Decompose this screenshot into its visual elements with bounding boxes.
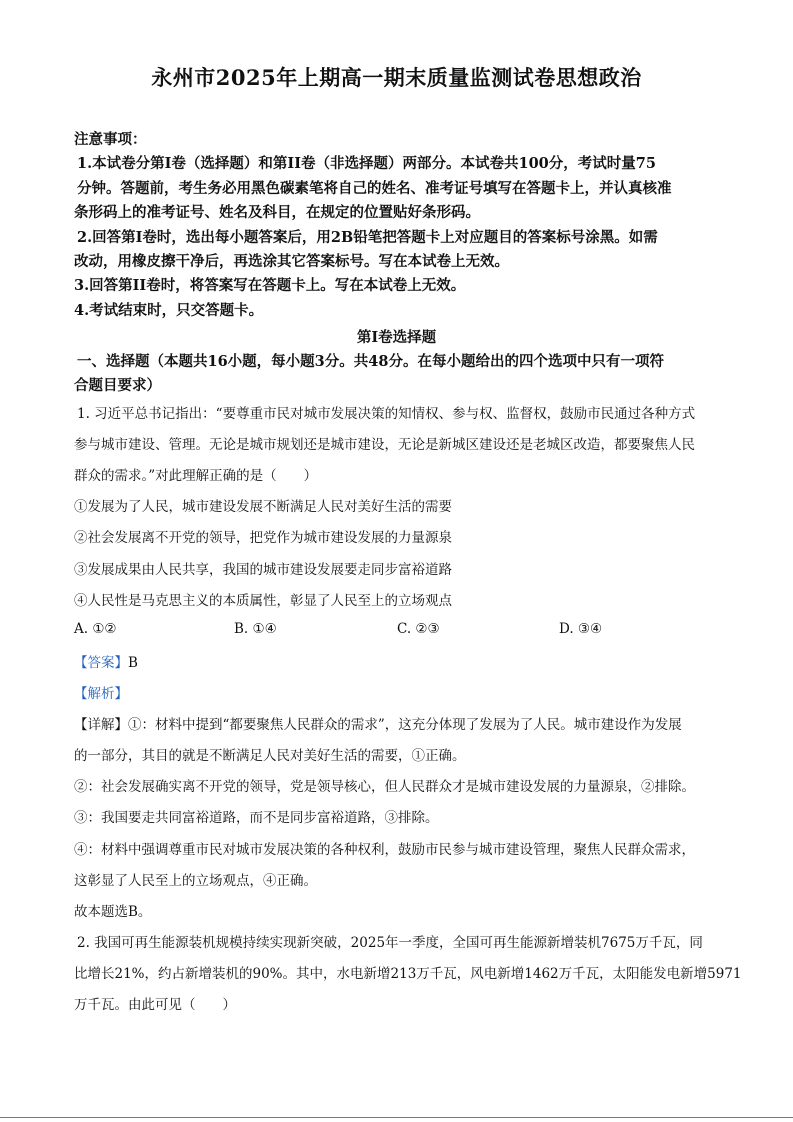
section-intro-line: 一、选择题（本题共16小题，每小题3分。共48分。在每小题给出的四个选项中只有一项符 bbox=[77, 353, 664, 370]
q1-analysis bbox=[74, 684, 724, 704]
q1-detail-line: 故本题选B。 bbox=[74, 904, 152, 920]
q1-statement: ④人民性是马克思主义的本质属性，彰显了人民至上的立场观点 bbox=[74, 593, 452, 609]
notice-line: 3.回答第II卷时，将答案写在答题卡上。写在本试卷上无效。 bbox=[74, 277, 466, 294]
q1-detail-line: ②：社会发展确实离不开党的领导，党是领导核心，但人民群众才是城市建设发展的力量源泉，②排除。 bbox=[74, 779, 695, 795]
notice-line: 1.本试卷分第I卷（选择题）和第II卷（非选择题）两部分。本试卷共100分，考试时量75 bbox=[77, 155, 656, 172]
notice-heading: 注意事项： bbox=[74, 131, 147, 148]
page-title: 永州市2025年上期高一期末质量监测试卷思想政治 bbox=[151, 65, 642, 90]
q1-detail-line: 这彰显了人民至上的立场观点，④正确。 bbox=[74, 873, 317, 889]
notice-line: 条形码上的准考证号、姓名及科目，在规定的位置贴好条形码。 bbox=[74, 204, 480, 221]
q1-stem-line: 1. 习近平总书记指出：“要尊重市民对城市发展决策的知情权、参与权、监督权，鼓励市民通过各种方式 bbox=[77, 406, 696, 422]
q1-option-d: D. ③④ bbox=[559, 621, 603, 637]
notice-line: 改动，用橡皮擦干净后，再选涂其它答案标号。写在本试卷上无效。 bbox=[74, 253, 509, 270]
q2-stem-line: 比增长21%，约占新增装机的90%。其中，水电新增213万千瓦，风电新增1462万千瓦，太阳能发电新增5971 bbox=[74, 966, 742, 982]
answer-value: B bbox=[128, 655, 138, 671]
q1-statement: ②社会发展离不开党的领导，把党作为城市建设发展的力量源泉 bbox=[74, 530, 452, 546]
q1-stem-line: 参与城市建设、管理。无论是城市规划还是城市建设，无论是新城区建设还是老城区改造，都要聚焦人民 bbox=[74, 437, 695, 453]
q1-option-c: C. ②③ bbox=[397, 621, 440, 637]
q1-option-a: A. ①② bbox=[74, 621, 117, 637]
analysis-tag: 【解析】 bbox=[74, 686, 128, 702]
q1-detail-line bbox=[74, 715, 724, 735]
q1-detail-line: ③：我国要走共同富裕道路，而不是同步富裕道路，③排除。 bbox=[74, 810, 439, 826]
section-intro-line: 合题目要求） bbox=[74, 377, 161, 394]
q1-answer bbox=[74, 653, 724, 673]
notice-line: 4.考试结束时，只交答题卡。 bbox=[74, 302, 264, 319]
detail-text: ①：材料中提到“都要聚焦人民群众的需求”，这充分体现了发展为了人民。城市建设作为发展 bbox=[128, 717, 682, 733]
section-title: 第I卷选择题 bbox=[356, 329, 437, 346]
q1-statement: ①发展为了人民，城市建设发展不断满足人民对美好生活的需要 bbox=[74, 499, 452, 515]
q2-stem-line: 万千瓦。由此可见（ ） bbox=[74, 997, 236, 1013]
q1-statement: ③发展成果由人民共享，我国的城市建设发展要走同步富裕道路 bbox=[74, 562, 452, 578]
q1-stem-line: 群众的需求。”对此理解正确的是（ ） bbox=[74, 468, 318, 484]
q1-detail-line: ④：材料中强调尊重市民对城市发展决策的各种权利，鼓励市民参与城市建设管理，聚焦人民群众需求， bbox=[74, 842, 695, 858]
detail-tag: 【详解】 bbox=[74, 717, 128, 733]
page-bottom-divider bbox=[0, 1117, 793, 1118]
q2-stem-line: 2. 我国可再生能源装机规模持续实现新突破，2025年一季度，全国可再生能源新增装机7675万千瓦，同 bbox=[77, 935, 703, 951]
q1-detail-line: 的一部分，其目的就是不断满足人民对美好生活的需要，①正确。 bbox=[74, 748, 466, 764]
answer-tag: 【答案】 bbox=[74, 655, 128, 671]
notice-line: 2.回答第I卷时，选出每小题答案后，用2B铅笔把答题卡上对应题目的答案标号涂黑。如需 bbox=[77, 229, 658, 246]
notice-line: 分钟。答题前，考生务必用黑色碳素笔将自己的姓名、准考证号填写在答题卡上，并认真核准 bbox=[77, 180, 672, 197]
q1-option-b: B. ①④ bbox=[234, 621, 277, 637]
